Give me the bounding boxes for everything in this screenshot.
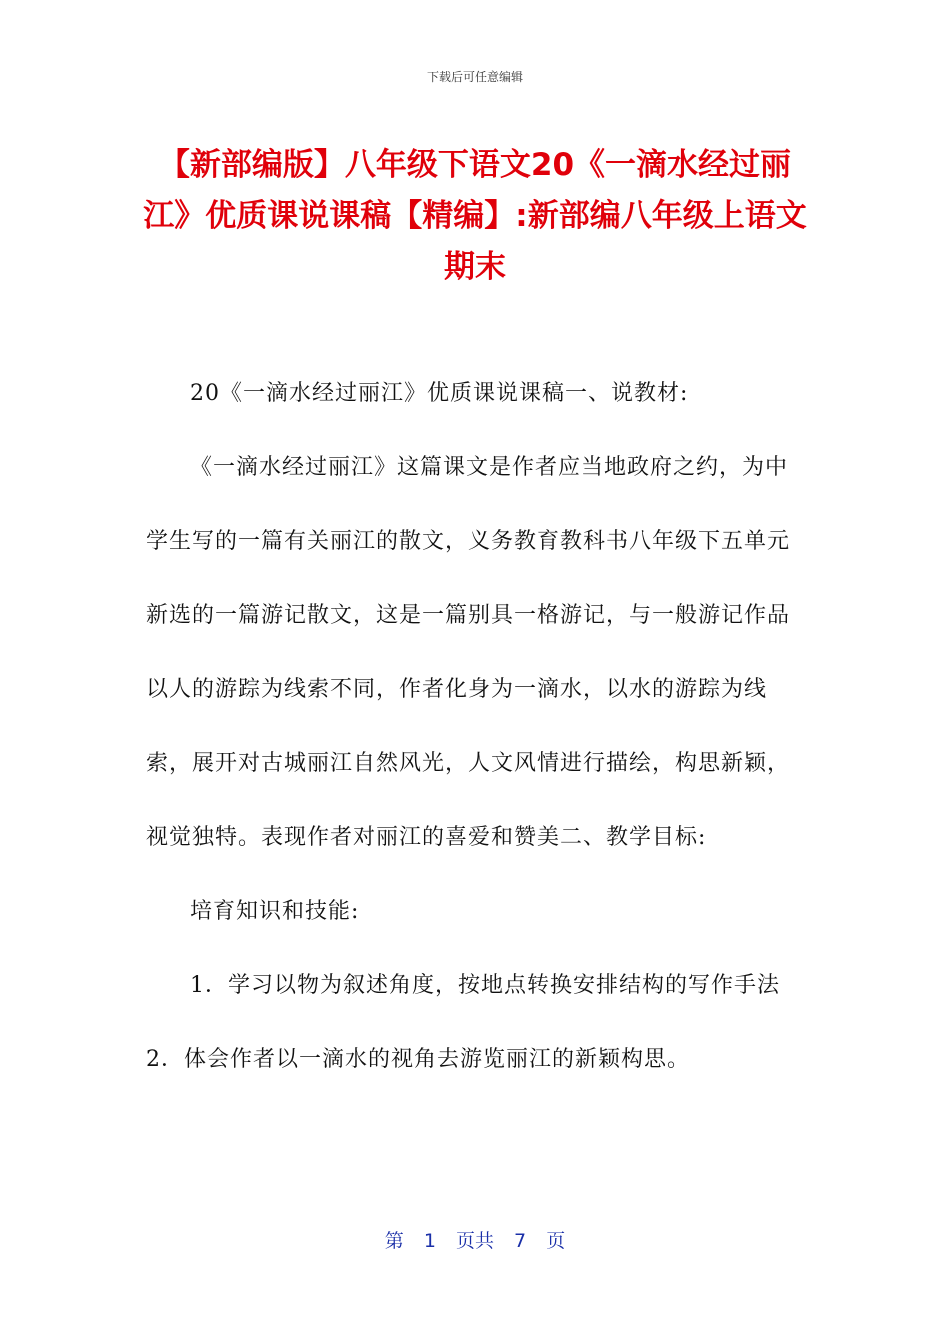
page-footer <box>0 1226 950 1253</box>
document-body <box>146 357 802 1097</box>
document-title: 【新部编版】八年级下语文20《一滴水经过丽江》优质课说课稿【精编】:新部编八年级上语文期末 <box>143 147 807 285</box>
paragraph-goal-heading: 培育知识和技能: <box>190 899 360 924</box>
footer-middle: 页共 <box>455 1230 494 1252</box>
footer-total-pages: 7 <box>514 1230 527 1252</box>
footer-page-number: 1 <box>423 1230 436 1252</box>
paragraph-textbook: 《一滴水经过丽江》这篇课文是作者应当地政府之约，为中学生写的一篇有关丽江的散文，义务教育教科书八年级下五单元新选的一篇游记散文，这是一篇别具一格游记，与一般游记作品以人的游踪为线索不同，作者化身为一滴水，以水的游踪为线索，展开对古城丽江自然风光，人文风情进行描绘，构思新颖，视觉独特。表现作者对丽江的喜爱和赞美二、教学目标: <box>146 455 791 850</box>
footer-prefix: 第 <box>384 1230 404 1252</box>
paragraph-goal-1: 1．学习以物为叙述角度，按地点转换安排结构的写作手法 <box>190 973 780 998</box>
footer-suffix: 页 <box>546 1230 566 1252</box>
paragraph-goal-2: 2．体会作者以一滴水的视角去游览丽江的新颖构思。 <box>146 1047 690 1072</box>
header-note: 下载后可任意编辑 <box>426 70 523 84</box>
paragraph-intro: 20《一滴水经过丽江》优质课说课稿一、说教材: <box>190 381 689 406</box>
